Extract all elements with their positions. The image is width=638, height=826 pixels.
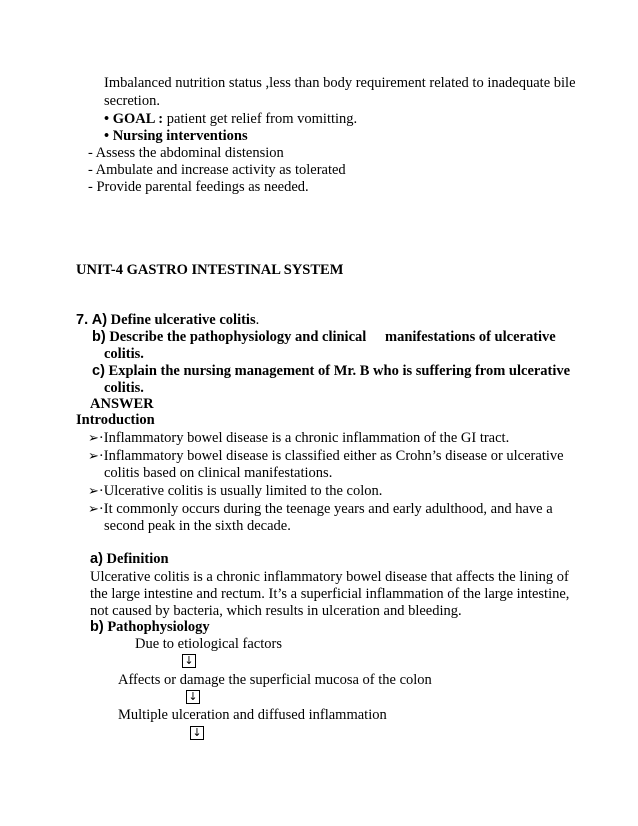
intervention-item: - Ambulate and increase activity as tolerated <box>88 162 346 178</box>
question-number: 7. <box>76 312 89 328</box>
flow-step: Multiple ulceration and diffused inflammation <box>118 707 387 723</box>
question-c-line <box>92 363 570 380</box>
intro-bullet <box>88 448 564 465</box>
down-arrow-icon: ↓ <box>186 690 200 704</box>
definition-title: Definition <box>102 551 169 567</box>
arrow-bullet-icon: ➢ <box>88 431 99 446</box>
intervention-item: - Provide parental feedings as needed. <box>88 179 309 195</box>
flow-step: Affects or damage the superficial mucosa of the colon <box>118 672 432 688</box>
question-b-letter: b) <box>92 329 106 345</box>
arrow-bullet-icon: ➢ <box>88 502 99 517</box>
definition-line: the large intestine and rectum. It’s a superficial inflammation of the large intestine, <box>90 586 570 602</box>
definition-line: not caused by bacteria, which results in ulceration and bleeding. <box>90 603 462 619</box>
answer-label: ANSWER <box>90 396 154 412</box>
flow-step: Due to etiological factors <box>135 636 282 652</box>
down-arrow-icon: ↓ <box>190 726 204 740</box>
definition-line: Ulcerative colitis is a chronic inflammatory bowel disease that affects the lining of <box>90 569 569 585</box>
question-a-letter: A) <box>91 312 108 328</box>
question-a-end: . <box>255 312 260 328</box>
question-b-text-part2: manifestations of ulcerative <box>385 329 556 345</box>
pathophysiology-letter: b) <box>90 619 104 635</box>
question-a-line <box>76 312 259 329</box>
definition-letter: a) <box>90 551 103 567</box>
question-b-line <box>92 329 366 346</box>
intro-bullet <box>88 501 553 518</box>
question-b-line-2: colitis. <box>104 346 144 362</box>
intro-bullet-text: ·It commonly occurs during the teenage years and early adulthood, and have a <box>98 501 553 517</box>
intro-bullet-text: ·Ulcerative colitis is usually limited to the colon. <box>98 483 383 499</box>
goal-line <box>104 111 357 128</box>
question-a-text: Define ulcerative colitis <box>107 312 256 328</box>
question-b-text-part1: Describe the pathophysiology and clinical <box>105 329 367 345</box>
down-arrow-icon: ↓ <box>182 654 196 668</box>
goal-label: • GOAL : <box>104 111 164 127</box>
diagnosis-line-2: secretion. <box>104 93 160 109</box>
unit-heading: UNIT-4 GASTRO INTESTINAL SYSTEM <box>76 262 344 278</box>
question-c-line-2: colitis. <box>104 380 144 396</box>
question-c-letter: c) <box>92 363 105 379</box>
definition-heading <box>90 551 169 568</box>
pathophysiology-title: Pathophysiology <box>103 619 210 635</box>
intro-bullet-text: ·Inflammatory bowel disease is classified either as Crohn’s disease or ulcerative <box>98 448 564 464</box>
introduction-heading: Introduction <box>76 412 155 428</box>
intro-bullet-continuation: second peak in the sixth decade. <box>104 518 291 534</box>
question-c-text: Explain the nursing management of Mr. B who is suffering from ulcerative <box>104 363 571 379</box>
intro-bullet-text: ·Inflammatory bowel disease is a chronic inflammation of the GI tract. <box>98 430 510 446</box>
pathophysiology-heading <box>90 619 210 636</box>
arrow-bullet-icon: ➢ <box>88 449 99 464</box>
goal-text: patient get relief from vomitting. <box>163 111 358 127</box>
intro-bullet-continuation: colitis based on clinical manifestations. <box>104 465 333 481</box>
intro-bullet <box>88 430 509 447</box>
intervention-item: - Assess the abdominal distension <box>88 145 284 161</box>
intro-bullet <box>88 483 382 500</box>
arrow-bullet-icon: ➢ <box>88 484 99 499</box>
diagnosis-line-1: Imbalanced nutrition status ,less than body requirement related to inadequate bile <box>104 75 576 91</box>
interventions-heading: • Nursing interventions <box>104 128 248 144</box>
